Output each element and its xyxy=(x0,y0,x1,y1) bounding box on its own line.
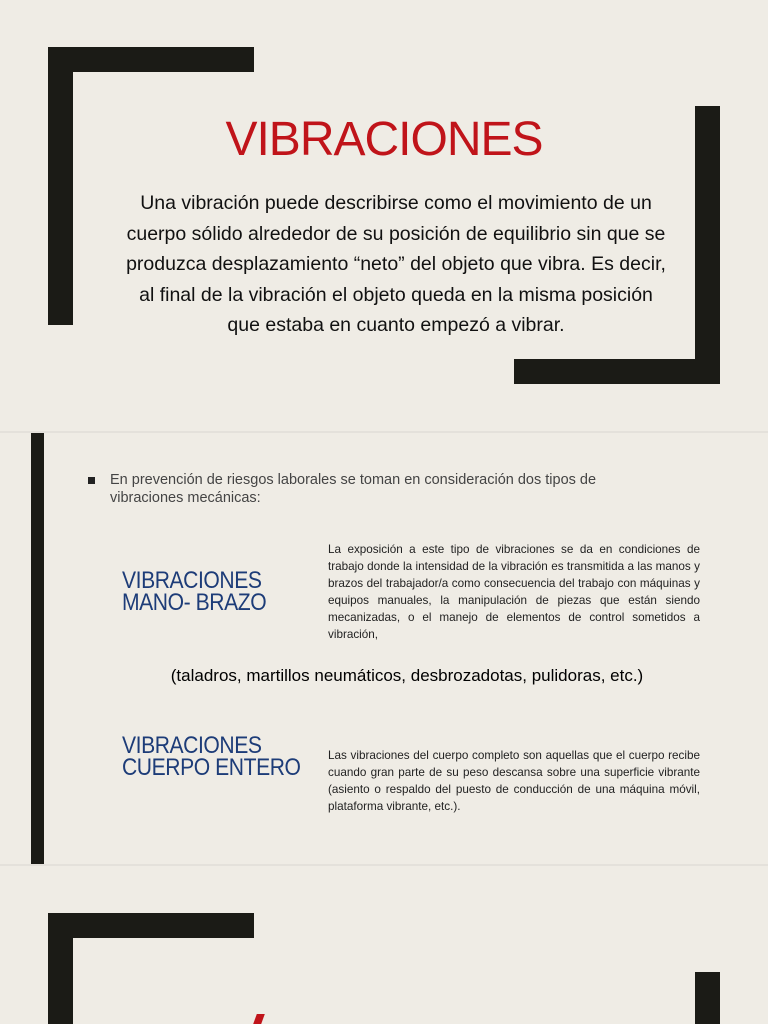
left-accent-bar xyxy=(31,433,44,864)
title-fragment-mark xyxy=(253,1014,265,1024)
frame-top-left-vertical xyxy=(48,913,73,1024)
intro-paragraph: Una vibración puede describirse como el movimiento de un cuerpo sólido alrededor de su posición de equilibrio sin que se produzca desplazamiento “neto” del objeto que vibra. Es decir, al final de la vibración el objeto queda en la misma posición que estaba en cuanto empezó a vibrar. xyxy=(126,192,666,336)
frame-top-left-horizontal xyxy=(48,913,254,938)
mano-brazo-heading-line1: VIBRACIONES xyxy=(122,567,262,594)
mano-brazo-description: La exposición a este tipo de vibraciones se da en condiciones de trabajo donde la intensidad de la vibración es transmitida a las manos y brazos del trabajador/a como consecuencia del trabajo con máquinas y equipos manuales, la manipulación de piezas que están siendo mecanizadas, o el manejo de elementos de control sometidos a vibración, xyxy=(328,543,700,641)
frame-bottom-right-horizontal xyxy=(514,359,720,384)
cuerpo-entero-heading-line1: VIBRACIONES xyxy=(122,732,262,759)
frame-bottom-right-vertical xyxy=(695,972,720,1024)
bullet-square-icon xyxy=(88,477,95,484)
cuerpo-entero-description: Las vibraciones del cuerpo completo son aquellas que el cuerpo recibe cuando gran parte de su peso descansa sobre una superficie vibrante (asiento o respaldo del puesto de conducción de una máquina móvil, plataforma vibrante, etc.). xyxy=(328,749,700,813)
slide-3 xyxy=(0,866,768,1024)
frame-top-left-horizontal xyxy=(48,47,254,72)
slide-title: VIBRACIONES xyxy=(225,113,543,166)
mano-brazo-heading xyxy=(122,567,267,616)
bullet-text: En prevención de riesgos laborales se toman en consideración dos tipos de vibraciones mecánicas: xyxy=(110,472,597,506)
examples-text: (taladros, martillos neumáticos, desbrozadotas, pulidoras, etc.) xyxy=(170,666,644,685)
frame-top-left-vertical xyxy=(48,47,73,325)
slide-1 xyxy=(0,0,768,431)
slide-2 xyxy=(0,433,768,864)
mano-brazo-heading-line2: MANO- BRAZO xyxy=(122,589,267,616)
cuerpo-entero-heading-line2: CUERPO ENTERO xyxy=(122,754,301,781)
cuerpo-entero-heading xyxy=(122,732,301,781)
